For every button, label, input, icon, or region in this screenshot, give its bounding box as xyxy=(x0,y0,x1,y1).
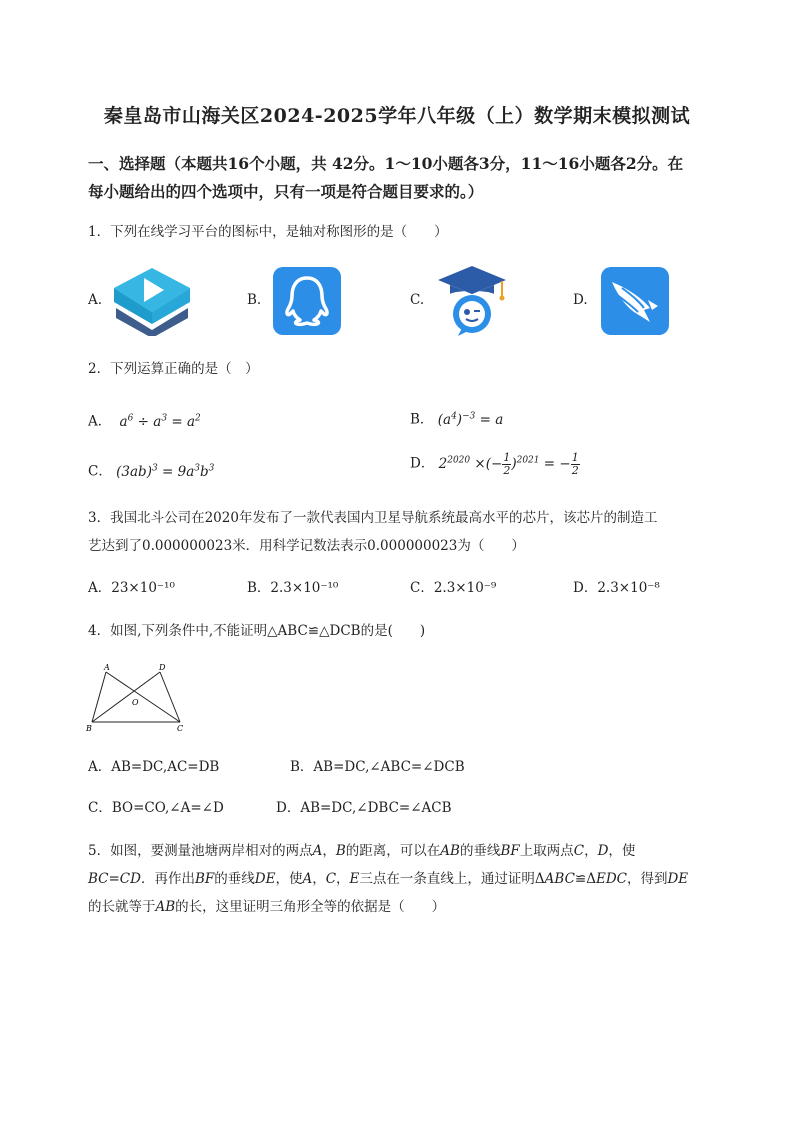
graduation-cap-icon xyxy=(436,264,508,338)
figure-label-a: A xyxy=(104,663,110,672)
question-5-text xyxy=(88,837,712,921)
question-1-text: 1．下列在线学习平台的图标中，是轴对称图形的是（ ） xyxy=(88,224,448,240)
figure-label-o: O xyxy=(132,698,139,707)
question-3-text xyxy=(88,504,712,560)
question-5-line1: 5．如图，要测量池塘两岸相对的两点A，B的距离，可以在AB的垂线BF上取两点C，D，使 xyxy=(88,843,636,859)
q3-option-a: A．23×10⁻¹⁰ xyxy=(88,580,175,596)
bird-wing-icon xyxy=(600,266,670,336)
q2-option-b-label: B． xyxy=(410,411,434,428)
q2-option-c-label: C． xyxy=(88,463,112,480)
q2-option-d-label: D． xyxy=(410,455,435,472)
q2-option-c: C． $(3ab)^3 = 9a^3b^3$ xyxy=(88,463,215,480)
section-heading-line1: 一、选择题（本题共16个小题，共 42分。1～10小题各3分，11～16小题各2分。在 xyxy=(88,154,684,173)
question-3-line1: 3．我国北斗公司在2020年发布了一款代表国内卫星导航系统最高水平的芯片，该芯片的制造工 xyxy=(88,510,658,526)
q4-option-c: C．BO=CO,∠A=∠D xyxy=(88,800,224,816)
q2-option-b: B． $(a^4)^{-3} = a$ xyxy=(410,411,504,428)
q1-option-a-label: A. xyxy=(88,292,103,308)
page-title: 秦皇岛市山海关区2024-2025学年八年级（上）数学期末模拟测试 xyxy=(103,105,691,127)
triangle-figure xyxy=(84,662,190,734)
figure-label-d: D xyxy=(159,663,166,672)
question-5-line2: BC=CD．再作出BF的垂线DE，使A，C，E三点在一条直线上，通过证明ΔABC≌ΔEDC，得到DE xyxy=(88,871,689,887)
figure-label-b: B xyxy=(86,724,92,733)
q1-option-c-label: C. xyxy=(410,292,425,308)
q4-option-b: B．AB=DC,∠ABC=∠DCB xyxy=(290,759,465,775)
q2-option-a-label: A． xyxy=(88,413,112,430)
q1-option-d-label: D. xyxy=(573,292,588,308)
play-platform-icon xyxy=(112,266,192,336)
q4-option-d: D．AB=DC,∠DBC=∠ACB xyxy=(276,800,452,816)
section-heading-line2: 每小题给出的四个选项中，只有一项是符合题目要求的。） xyxy=(88,182,484,201)
q4-option-a: A．AB=DC,AC=DB xyxy=(88,759,220,775)
q3-option-d: D．2.3×10⁻⁸ xyxy=(573,580,660,596)
q1-option-b-label: B. xyxy=(247,292,262,308)
q2-option-a: A． $a^6 \div a^3 = a^2$ xyxy=(88,413,201,430)
question-5-line3: 的长就等于AB的长，这里证明三角形全等的依据是（ ） xyxy=(88,899,446,915)
penguin-icon xyxy=(272,266,342,336)
q3-option-c: C．2.3×10⁻⁹ xyxy=(410,580,497,596)
question-3-line2: 艺达到了0.000000023米．用科学记数法表示0.000000023为（ ） xyxy=(88,538,525,554)
q3-option-b: B．2.3×10⁻¹⁰ xyxy=(247,580,339,596)
q2-option-d: D． $2^{2020}$ ×(− $\frac{1}{2}$ )$^{2021}$ = − $\frac{1}{2}$ xyxy=(410,450,579,477)
figure-label-c: C xyxy=(177,724,184,733)
question-4-text: 4．如图,下列条件中,不能证明△ABC≌△DCB的是( ) xyxy=(88,623,426,639)
question-2-text: 2．下列运算正确的是（ ） xyxy=(88,361,259,377)
